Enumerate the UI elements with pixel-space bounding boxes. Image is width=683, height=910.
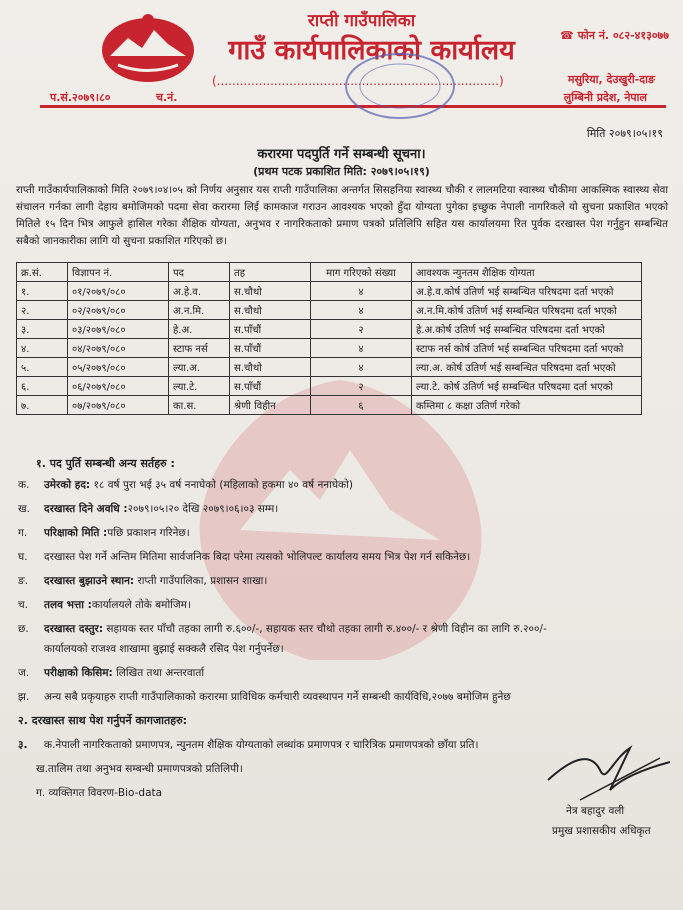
cell-post: ल्या.अ.: [169, 358, 230, 377]
cell-level: स.पाँचौं: [230, 377, 311, 396]
condition-text: दरखास्त पेश गर्ने अन्तिम मितिमा सार्वजनिक बिदा परेमा त्यसको भोलिपल्ट कार्यालय समय भित्र पेश गर्न सकिनेछ।: [44, 551, 471, 563]
notice-intro: राप्ती गाउँकार्यपालिकाको मिति २०७९।०४।०५ को निर्णय अनुसार यस राप्ती गाउँपालिका अन्तर्गत सिसहनिया स्वास्थ्य चौकी र लालमटिया स्वास्थ्य चौकीमा आकस्मिक स्वास्थ्य सेवा संचालन गर्नका लागी देहाय बमोजिमको पदमा सेवा करारमा लिई कामकाज गराउन आवश्यक भएको हुँदा योग्यता पुगेका इच्छुक नेपाली नागरिकले यो सुचना प्रकाशित भएको मितिले १५ दिन भित्र आफुले हासिल गरेका शैक्षिक योग्यता, अनुभव र नागरिकताको प्रमाण पत्रको प्रतिलिपि सहित यस कार्यालयमा रित पुर्वक दरखास्त पेश गर्नुहुन सम्बन्धित सबैको जानकारीका लागि यो सुचना प्रकाशित गरिएको छ।: [16, 184, 668, 247]
cell-post: हे.अ.: [169, 320, 230, 339]
cell-serial: ३.: [17, 320, 68, 339]
condition-text: सहायक स्तर पाँचौ तहका लागी रु.६००/-, सहायक स्तर चौथो तहका लागी रु.४००/- र श्रेणी विहीन का लागि रु.२००/-: [103, 623, 547, 635]
condition-text: १८ वर्ष पुरा भई ३५ वर्ष ननाघेको (महिलाको हकमा ४० वर्ष ननाघेको): [90, 479, 353, 491]
cell-ad-number: ०२/२०७९/०८०: [68, 301, 169, 320]
condition-item: [18, 502, 668, 516]
notice-title: करारमा पदपुर्ति गर्ने सम्बन्धी सूचना।: [257, 147, 426, 162]
municipality-name: राप्ती गाउँपालिका: [307, 11, 416, 31]
cell-serial: ६.: [17, 377, 68, 396]
table-row: [17, 396, 642, 415]
cell-qualification: अ.हे.व.कोर्ष उतिर्ण भई सम्बन्धित परिषदमा दर्ता भएको: [412, 282, 642, 301]
condition-key: ज.: [18, 667, 30, 679]
condition-key: ख.: [18, 503, 30, 515]
cell-level: श्रेणी विहीन: [230, 396, 311, 415]
documents-lead-number: ३.: [18, 739, 28, 751]
condition-label: तलव भत्ता :: [44, 599, 92, 611]
vacancy-table: [16, 262, 642, 415]
cell-level: स.चौथो: [230, 301, 311, 320]
notice-date: मिति २०७९।०५।१९: [586, 127, 663, 140]
condition-item: [18, 690, 668, 704]
cell-serial: २.: [17, 301, 68, 320]
condition-text: लिखित तथा अन्तरवार्ता: [112, 667, 205, 679]
cell-ad-number: ०४/२०७९/०८०: [68, 339, 169, 358]
cell-count: ४: [311, 358, 412, 377]
cell-level: स.पाँचौं: [230, 339, 311, 358]
cell-qualification: कम्तिमा ८ कक्षा उतिर्ण गरेको: [412, 396, 642, 415]
cell-serial: ७.: [17, 396, 68, 415]
condition-key: क.: [18, 479, 30, 491]
handwritten-signature: [540, 740, 680, 810]
address-line-1: मसुरिया, देउखुरी-दाङ: [567, 73, 655, 86]
cell-ad-number: ०५/२०७९/०८०: [68, 358, 169, 377]
condition-label: दरखास्त दस्तुर:: [44, 623, 104, 635]
cell-count: ४: [311, 339, 412, 358]
dispatch-number: च.नं.: [156, 91, 178, 104]
cell-level: स.पाँचौं: [230, 320, 311, 339]
notice-subtitle: (प्रथम पटक प्रकाशित मिति: २०७९।०५।१९): [253, 165, 430, 178]
cell-qualification: स्टाफ नर्स कोर्ष उतिर्ण भई सम्बन्धित परिषदमा दर्ता भएको: [412, 339, 642, 358]
condition-item: [18, 622, 668, 636]
condition-item: [18, 526, 668, 540]
conditions-heading: १. पद पुर्ति सम्बन्धी अन्य सर्तहरु :: [36, 457, 175, 470]
condition-label: दरखास्त दिने अवधि :: [44, 503, 128, 515]
table-row: [17, 301, 642, 320]
condition-key: छ.: [18, 623, 29, 635]
document-item: क.नेपाली नागरिकताको प्रमाणपत्र, न्युनतम शैक्षिक योग्यताको लब्धांक प्रमाणपत्र र चारित्रिक प्रमाणपत्रको छाँया प्रति।: [44, 739, 479, 751]
office-name: गाउँ कार्यपालिकाको कार्यालय: [228, 35, 515, 66]
col-count: माग गरिएको संख्या: [311, 263, 412, 282]
condition-key: झ.: [18, 691, 30, 703]
documents-heading: २. दरखास्त साथ पेश गर्नुपर्ने कागजातहरु:: [18, 714, 188, 727]
cell-ad-number: ०६/२०७९/०८०: [68, 377, 169, 396]
document-item: ख.तालिम तथा अनुभव सम्बन्धी प्रमाणपत्रको प्रतिलिपी।: [36, 763, 243, 775]
cell-qualification: ल्या.अ. कोर्ष उतिर्ण भई सम्बन्धित परिषदमा दर्ता भएको: [412, 358, 642, 377]
condition-text: कार्यालयको राजश्व शाखामा बुझाई सक्कलै रसिद पेश गर्नुपर्नेछ।: [44, 643, 284, 655]
condition-key: ग.: [18, 527, 28, 539]
condition-key: ङ.: [18, 575, 29, 587]
condition-text: २०७९।०५।२० देखि २०७९।०६।०३ सम्म।: [127, 503, 279, 515]
condition-label: परीक्षाको किसिम:: [44, 667, 113, 679]
cell-count: ६: [311, 396, 412, 415]
office-stamp: [340, 48, 460, 123]
col-level: तह: [230, 263, 311, 282]
cell-count: २: [311, 377, 412, 396]
condition-item: [18, 478, 668, 492]
cell-serial: १.: [17, 282, 68, 301]
cell-level: स.चौथो: [230, 282, 311, 301]
cell-post: का.स.: [169, 396, 230, 415]
address-line-2: लुम्बिनी प्रदेश, नेपाल: [563, 91, 647, 104]
signatory-name: नेत्र बहादुर वली: [566, 805, 625, 817]
signatory-title: प्रमुख प्रशासकीय अधिकृत: [552, 825, 651, 837]
table-header-row: [17, 263, 642, 282]
phone-number: ☎ फोन नं. ०८२-४१३०७७: [560, 29, 669, 42]
condition-text: कार्यालयले तोके बमोजिम।: [91, 599, 191, 611]
col-post: पद: [169, 263, 230, 282]
col-serial: क्र.सं.: [17, 263, 68, 282]
dotted-line: (..........................................................................): [212, 74, 504, 88]
cell-post: अ.हे.व.: [169, 282, 230, 301]
condition-label: दरखास्त बुझाउने स्थान:: [44, 575, 135, 587]
table-row: [17, 339, 642, 358]
col-ad-number: विज्ञापन नं.: [68, 263, 169, 282]
cell-ad-number: ०३/२०७९/०८०: [68, 320, 169, 339]
condition-item: [18, 574, 668, 588]
condition-text: पछि प्रकाशन गरिनेछ।: [107, 527, 190, 539]
cell-serial: ५.: [17, 358, 68, 377]
cell-ad-number: ०७/२०७९/०८०: [68, 396, 169, 415]
cell-serial: ४.: [17, 339, 68, 358]
condition-item: [18, 550, 668, 564]
cell-count: २: [311, 320, 412, 339]
cell-qualification: हे.अ.कोर्ष उतिर्ण भई सम्बन्धित परिषदमा दर्ता भएको: [412, 320, 642, 339]
cell-level: स.चौथो: [230, 358, 311, 377]
table-row: [17, 282, 642, 301]
condition-item: [18, 642, 668, 656]
document-item: ग. व्यक्तिगत विवरण-Bio-data: [36, 787, 163, 799]
condition-text: अन्य सबै प्रकृयाहरु राप्ती गाउँपालिकाको करारमा प्राविधिक कर्मचारी व्यवस्थापन गर्ने सम्बन्धी कार्यविधि,२०७७ बमोजिम हुनेछ: [44, 691, 511, 703]
table-row: [17, 320, 642, 339]
condition-item: [18, 666, 668, 680]
condition-key: घ.: [18, 551, 28, 563]
cell-post: ल्या.टे.: [169, 377, 230, 396]
condition-label: परिक्षाको मिति :: [44, 527, 108, 539]
condition-label: उमेरको हद:: [44, 479, 91, 491]
cell-post: स्टाफ नर्स: [169, 339, 230, 358]
condition-key: च.: [18, 599, 29, 611]
table-row: [17, 377, 642, 396]
table-row: [17, 358, 642, 377]
condition-text: राप्ती गाउँपालिका, प्रशासन शाखा।: [134, 575, 268, 587]
condition-item: [18, 598, 668, 612]
cell-qualification: अ.न.मि.कोर्ष उतिर्ण भई सम्बन्धित परिषदमा दर्ता भएको: [412, 301, 642, 320]
cell-count: ४: [311, 282, 412, 301]
cell-post: अ.न.मि.: [169, 301, 230, 320]
col-qualification: आवश्यक न्युनतम शैक्षिक योग्यता: [412, 263, 642, 282]
cell-count: ४: [311, 301, 412, 320]
reference-number: प.सं.२०७९।८०: [50, 91, 111, 104]
cell-ad-number: ०१/२०७९/०८०: [68, 282, 169, 301]
cell-qualification: ल्या.टे. कोर्ष उतिर्ण भई सम्बन्धित परिषदमा दर्ता भएको: [412, 377, 642, 396]
